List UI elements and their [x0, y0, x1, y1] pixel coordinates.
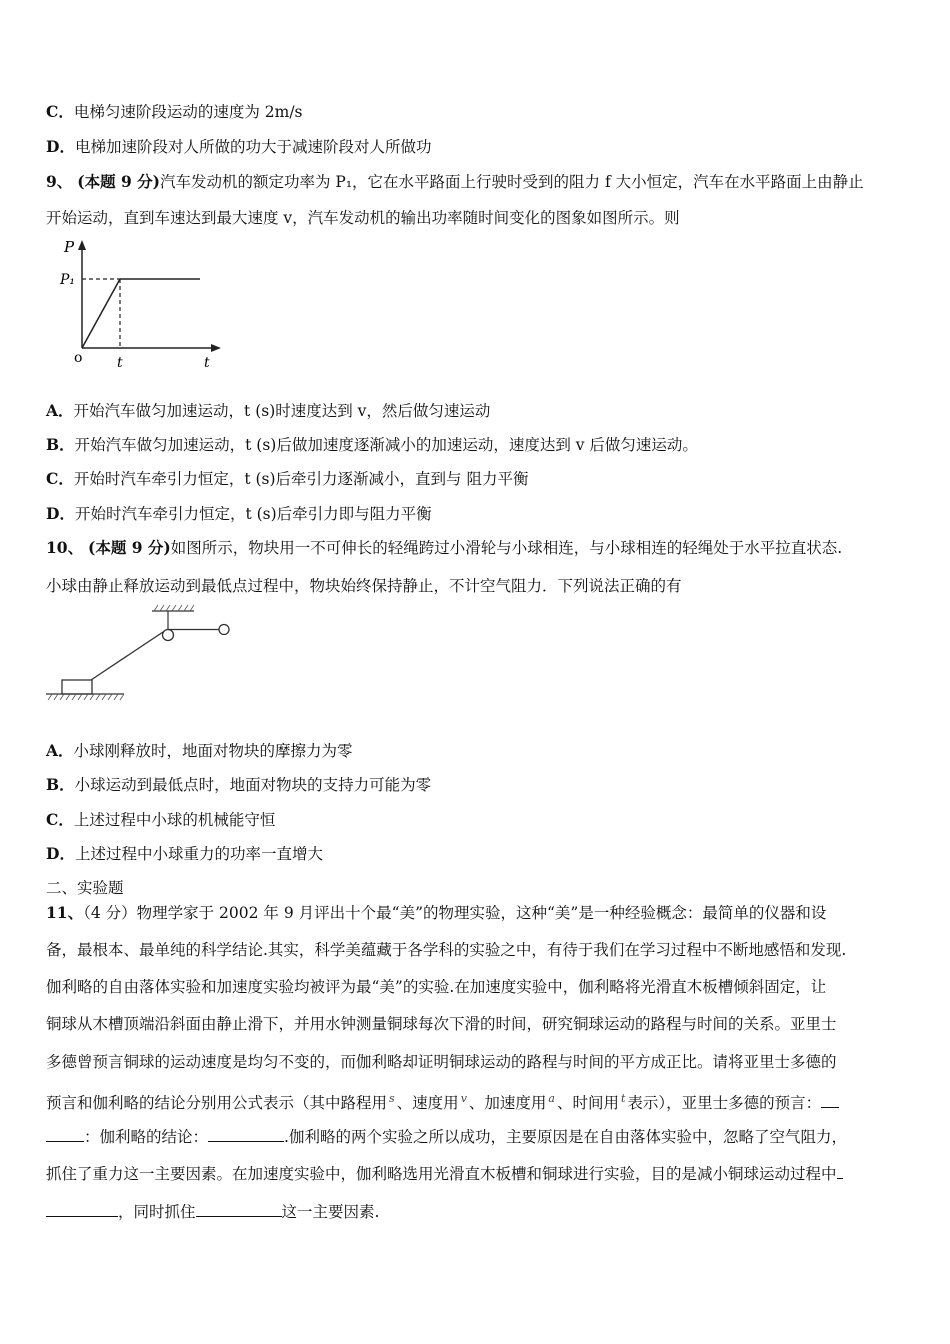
- question-text: 汽车发动机的额定功率为 P₁，它在水平路面上行驶时受到的阻力 f 大小恒定，汽车在水平路面上由静止: [159, 173, 864, 191]
- q11-line8: [46, 1164, 843, 1184]
- q10-stem-line1: [46, 538, 842, 558]
- option-text: 电梯匀速阶段运动的速度为 2m/s: [73, 103, 303, 121]
- answer-blank-aristotle[interactable]: [46, 1127, 84, 1142]
- q9-stem-line2: [46, 208, 680, 228]
- option-text: 开始时汽车牵引力恒定，t (s)后牵引力逐渐减小，直到与 阻力平衡: [73, 470, 529, 488]
- q11-line9: [46, 1202, 379, 1222]
- answer-blank-main-factor[interactable]: [196, 1202, 282, 1217]
- q8-option-c: [46, 102, 303, 122]
- question-number: 10、: [46, 538, 84, 557]
- option-text: 开始时汽车牵引力恒定，t (s)后牵引力即与阻力平衡: [74, 505, 432, 523]
- q11-line1: [46, 903, 826, 923]
- question-text: 小球由静止释放运动到最低点过程中，物块始终保持静止，不计空气阻力．下列说法正确的有: [46, 577, 682, 595]
- q10-stem-line2: [46, 576, 682, 596]
- answer-blank-reduce-start[interactable]: [837, 1164, 843, 1179]
- q9-option-c: [46, 469, 528, 489]
- t-mark-label: t: [117, 355, 123, 371]
- symbol-s: s: [389, 1092, 395, 1105]
- question-score: （4 分）: [83, 904, 137, 922]
- option-letter: D．: [46, 137, 75, 156]
- q8-option-d: [46, 137, 431, 157]
- section-title: 二、实验题: [46, 879, 124, 897]
- text-segment: 这一主要因素.: [281, 1203, 380, 1221]
- option-text: 开始汽车做匀加速运动，t (s)时速度达到 v，然后做匀速运动: [73, 402, 491, 420]
- answer-blank-reduce[interactable]: [46, 1202, 118, 1217]
- small-ball: [219, 625, 229, 635]
- q11-line5: 多德曾预言铜球的运动速度是均匀不变的，而伽利略却证明铜球运动的路程与时间的平方成正比。请将亚里士多德的: [46, 1053, 837, 1071]
- option-letter: C．: [46, 469, 74, 488]
- ceiling-hatching: [154, 605, 194, 611]
- pulley: [163, 630, 174, 641]
- option-letter: B．: [46, 775, 75, 794]
- text-segment: 抓住了重力这一主要因素。在加速度实验中，伽利略选用光滑直木板槽和铜球进行实验，目的是减小铜球运动过程中: [46, 1165, 837, 1183]
- option-text: 小球运动到最低点时，地面对物块的支持力可能为零: [74, 776, 432, 794]
- text-segment: 表示），亚里士多德的预言：: [627, 1094, 822, 1113]
- option-text: 开始汽车做匀加速运动，t (s)后做加速度逐渐减小的加速运动，速度达到 v 后做匀速运动。: [74, 436, 698, 454]
- symbol-a: a: [548, 1092, 555, 1105]
- text-segment: 、速度用: [396, 1094, 459, 1113]
- option-text: 电梯加速阶段对人所做的功大于减速阶段对人所做功: [74, 138, 432, 156]
- x-axis-arrow: [211, 344, 221, 352]
- q9-option-b: [46, 435, 698, 455]
- answer-blank-aristotle-start[interactable]: [821, 1093, 839, 1108]
- y-axis-arrow: [78, 240, 86, 250]
- y-axis-label: P: [64, 238, 75, 256]
- symbol-v: v: [460, 1092, 467, 1105]
- q10-pulley-diagram: [44, 602, 244, 712]
- question-score: (本题 9 分): [88, 538, 171, 557]
- question-number: 9、: [46, 172, 73, 191]
- option-letter: B．: [46, 435, 75, 454]
- q10-option-b: [46, 775, 431, 795]
- option-letter: C．: [46, 810, 74, 829]
- q11-line3: 伽利略的自由落体实验和加速度实验均被评为最“美”的实验.在加速度实验中，伽利略将光滑直木板槽倾斜固定，让: [46, 978, 827, 996]
- origin-label: o: [74, 350, 83, 366]
- q11-line7: [46, 1127, 847, 1147]
- text-segment: 、时间用: [556, 1094, 619, 1113]
- answer-blank-galileo[interactable]: [208, 1127, 284, 1142]
- q9-stem-line1: [46, 172, 864, 192]
- option-letter: C．: [46, 102, 74, 121]
- q9-option-a: [46, 401, 490, 421]
- option-text: 小球刚释放时，地面对物块的摩擦力为零: [73, 742, 353, 760]
- text-segment: 预言和伽利略的结论分别用公式表示（其中路程用: [46, 1094, 388, 1113]
- q11-line2: 备，最根本、最单纯的科学结论.其实，科学美蕴藏于各学科的实验之中，有待于我们在学习过程中不断地感悟和发现.: [46, 941, 847, 959]
- question-score: (本题 9 分): [77, 172, 160, 191]
- q10-option-a: [46, 741, 353, 761]
- option-text: 上述过程中小球的机械能守恒: [73, 811, 276, 829]
- ramp-line: [82, 279, 120, 348]
- q9-power-time-graph: [50, 236, 240, 376]
- option-letter: D．: [46, 844, 75, 863]
- question-text: 物理学家于 2002 年 9 月评出十个最“美”的物理实验，这种“美”是一种经验概念：最简单的仪器和设: [136, 904, 827, 922]
- text-segment: 、加速度用: [468, 1094, 547, 1113]
- rope-slanted: [91, 632, 163, 680]
- q9-option-d: [46, 504, 432, 524]
- text-segment: ：伽利略的结论：: [84, 1128, 209, 1146]
- option-letter: A．: [46, 741, 74, 760]
- symbol-t: t: [621, 1092, 626, 1105]
- block: [62, 680, 92, 694]
- q11-line4: 铜球从木槽顶端沿斜面由静止滑下，并用水钟测量铜球每次下滑的时间，研究铜球运动的路程与时间的关系。亚里士: [46, 1015, 837, 1033]
- question-text: 开始运动，直到车速达到最大速度 v，汽车发动机的输出功率随时间变化的图象如图所示。则: [46, 209, 680, 227]
- option-text: 上述过程中小球重力的功率一直增大: [74, 845, 323, 863]
- option-letter: A．: [46, 401, 74, 420]
- text-segment: .伽利略的两个实验之所以成功，主要原因是在自由落体实验中，忽略了空气阻力，: [284, 1128, 847, 1146]
- question-text: 如图所示，物块用一不可伸长的轻绳跨过小滑轮与小球相连，与小球相连的轻绳处于水平拉直状态.: [170, 539, 843, 557]
- p1-label: P₁: [60, 272, 76, 288]
- x-axis-label: t: [204, 355, 210, 371]
- q10-option-c: [46, 810, 275, 830]
- q11-line6: [46, 1089, 839, 1113]
- text-segment: ，同时抓住: [118, 1203, 196, 1221]
- option-letter: D．: [46, 504, 75, 523]
- ground-hatching: [48, 694, 124, 700]
- q10-option-d: [46, 844, 323, 864]
- question-number: 11、: [46, 903, 84, 922]
